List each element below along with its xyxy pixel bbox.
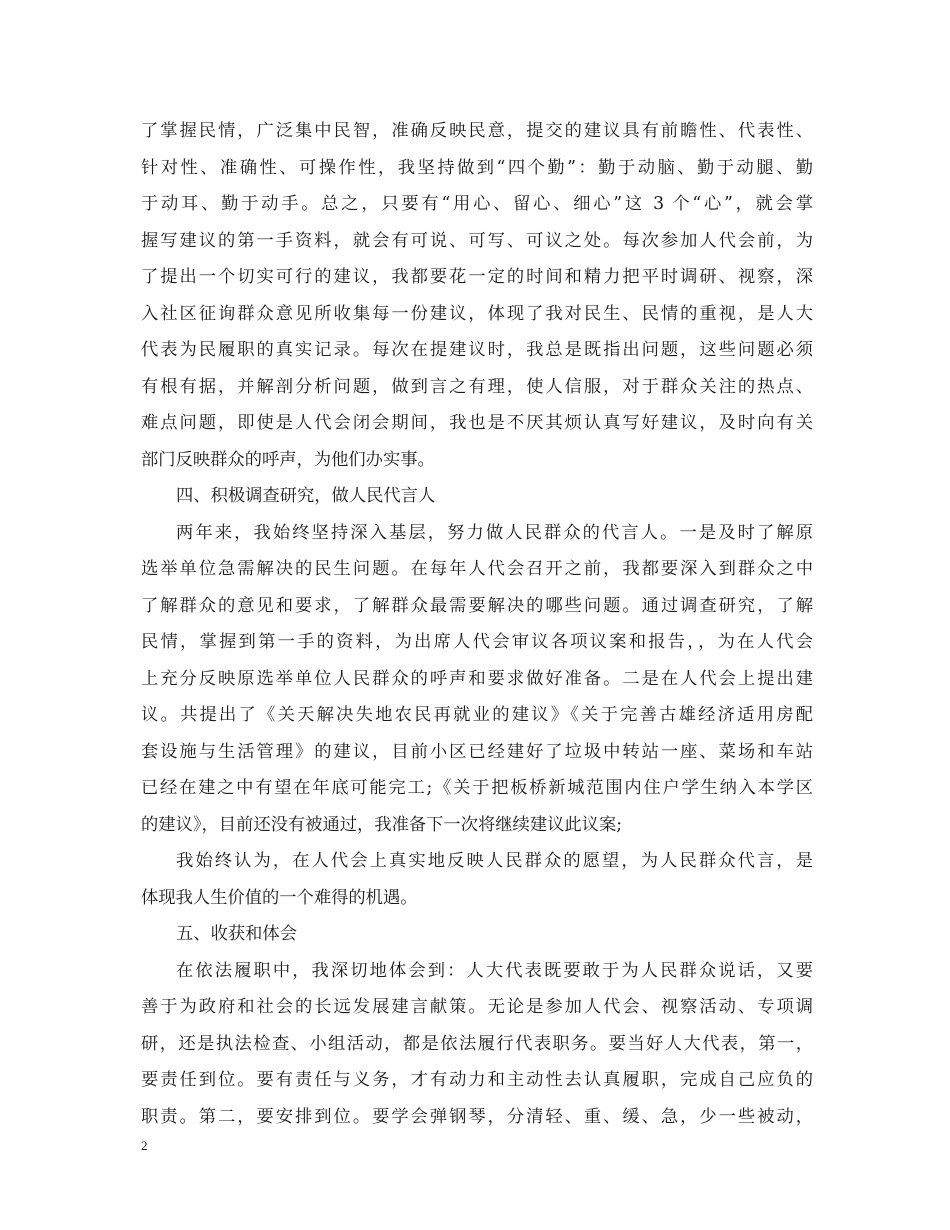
text-line: 上充分反映原选举单位人民群众的呼声和要求做好准备。二是在人代会上提出建 [141,668,813,689]
text-line: 四、积极调查研究，做人民代言人 [176,486,436,506]
text-line: 针对性、准确性、可操作性，我坚持做到“四个勤”：勤于动脑、勤于动腿、勤 [141,157,813,178]
text-line: 我始终认为，在人代会上真实地反映人民群众的愿望，为人民群众代言，是 [176,851,813,871]
text-line: 难点问题，即使是人代会闭会期间，我也是不厌其烦认真写好建议，及时向有关 [141,413,813,433]
text-line: 有根有据，并解剖分析问题，做到言之有理，使人信服，对于群众关注的热点、 [141,376,813,397]
page-number: 2 [141,1138,148,1153]
text-line: 入社区征询群众意见所收集每一份建议，体现了我对民生、民情的重视，是人大 [141,303,813,324]
text-line: 要责任到位。要有责任与义务，才有动力和主动性去认真履职，完成自己应负的 [141,1070,813,1090]
text-line: 选举单位急需解决的民生问题。在每年人代会召开之前，我都要深入到群众之中 [141,559,813,579]
text-line: 部门反映群众的呼声，为他们办实事。 [141,449,435,470]
text-line: 了掌握民情，广泛集中民智，准确反映民意，提交的建议具有前瞻性、代表性、 [141,121,813,141]
text-line: 了提出一个切实可行的建议，我都要花一定的时间和精力把平时调研、视察，深 [141,267,813,287]
text-line: 体现我人生价值的一个难得的机遇。 [141,887,418,908]
text-line: 五、收获和体会 [176,924,297,944]
text-line: 握写建议的第一手资料，就会有可说、可写、可议之处。每次参加人代会前，为 [141,230,813,251]
document-body [141,113,813,1135]
text-line: 两年来，我始终坚持深入基层，努力做人民群众的代言人。一是及时了解原 [176,522,813,543]
text-line: 套设施与生活管理》的建议，目前小区已经建好了垃圾中转站一座、菜场和车站 [141,741,813,762]
text-line: 在依法履职中，我深切地体会到：人大代表既要敢于为人民群众说话，又要 [176,960,813,981]
text-line: 已经在建之中有望在年底可能完工;《关于把板桥新城范围内住户学生纳入本学区 [141,778,813,798]
text-line: 议。共提出了《关天解决失地农民再就业的建议》《关于完善古雄经济适用房配 [141,705,813,725]
text-line: 民情，掌握到第一手的资料，为出席人代会审议各项议案和报告，，为在人代会 [141,632,813,652]
text-line: 善于为政府和社会的长远发展建言献策。无论是参加人代会、视察活动、专项调 [141,997,813,1017]
text-line: 于动耳、勤于动手。总之，只要有“用心、留心、细心”这 3 个“心”，就会掌 [141,194,813,214]
text-line: 代表为民履职的真实记录。每次在提建议时，我总是既指出问题，这些问题必须 [141,340,813,360]
text-line: 职责。第二，要安排到位。要学会弹钢琴，分清轻、重、缓、急，少一些被动， [141,1106,813,1127]
text-line: 了解群众的意见和要求，了解群众最需要解决的哪些问题。通过调查研究，了解 [141,595,813,616]
text-line: 研，还是执法检查、小组活动，都是依法履行代表职务。要当好人大代表，第一， [141,1033,813,1054]
text-line: 的建议》，目前还没有被通过，我准备下一次将继续建议此议案; [141,814,623,835]
